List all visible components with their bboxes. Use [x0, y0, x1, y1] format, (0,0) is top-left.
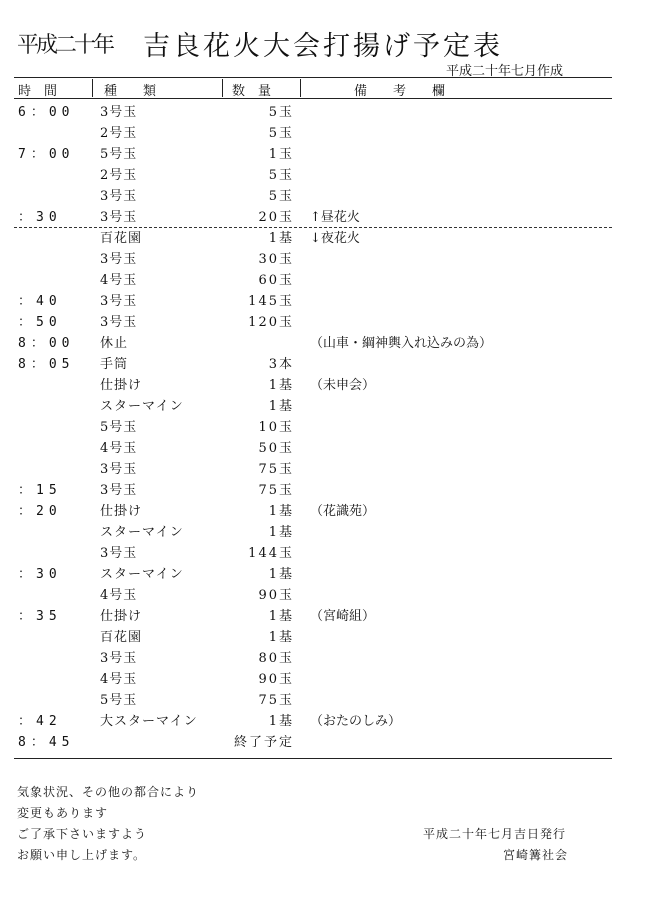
note-cell: （山車・綱神輿入れ込みの為） — [310, 336, 493, 351]
type-cell: 3号玉 — [100, 546, 138, 561]
table-bottom-rule — [14, 758, 612, 759]
table-row — [14, 648, 612, 669]
table-row — [14, 480, 612, 501]
table-row — [14, 732, 612, 753]
note-cell: （宮崎組） — [310, 609, 376, 624]
table-row — [14, 690, 612, 711]
table-row — [14, 669, 612, 690]
time-cell: 8：00 — [18, 336, 75, 351]
type-cell: 百花園 — [100, 630, 143, 645]
table-row — [14, 627, 612, 648]
table-row — [14, 144, 612, 165]
table-row — [14, 312, 612, 333]
table-row — [14, 291, 612, 312]
header-bottom-rule — [14, 98, 612, 99]
created-date: 平成二十年七月作成 — [446, 64, 564, 79]
type-cell: 3号玉 — [100, 252, 138, 267]
qty-cell: 75玉 — [258, 462, 294, 477]
type-cell: 百花園 — [100, 231, 143, 246]
type-cell: 5号玉 — [100, 420, 138, 435]
type-cell: 3号玉 — [100, 462, 138, 477]
type-cell: 大スターマイン — [100, 714, 198, 729]
qty-cell: 5玉 — [268, 105, 294, 120]
type-cell: 2号玉 — [100, 168, 138, 183]
type-cell: 仕掛け — [100, 378, 143, 393]
type-cell: 3号玉 — [100, 105, 138, 120]
column-header-note: 備 考 欄 — [354, 84, 446, 99]
type-cell: 4号玉 — [100, 441, 138, 456]
time-cell: ：50 — [18, 315, 62, 330]
qty-cell: 75玉 — [258, 693, 294, 708]
table-row — [14, 249, 612, 270]
qty-cell: 1基 — [268, 630, 294, 645]
qty-cell: 1基 — [268, 714, 294, 729]
table-row — [14, 375, 612, 396]
table-row — [14, 438, 612, 459]
qty-cell: 90玉 — [258, 588, 294, 603]
type-cell: 3号玉 — [100, 189, 138, 204]
time-cell: ：20 — [18, 504, 62, 519]
era-stamp: 平成二十年 — [17, 33, 113, 58]
table-row — [14, 123, 612, 144]
type-cell: 5号玉 — [100, 693, 138, 708]
column-header-time: 時 間 — [18, 84, 58, 99]
note-cell: （花識苑） — [310, 504, 376, 519]
notice-line: 気象状況、その他の都合により — [17, 785, 200, 799]
header-top-rule — [14, 77, 612, 78]
qty-cell: 5玉 — [268, 168, 294, 183]
qty-cell: 5玉 — [268, 189, 294, 204]
time-cell: ：42 — [18, 714, 62, 729]
qty-cell: 1基 — [268, 231, 294, 246]
notice-line: お願い申し上げます。 — [17, 848, 147, 862]
type-cell: 3号玉 — [100, 315, 138, 330]
qty-cell: 1玉 — [268, 147, 294, 162]
type-cell: 仕掛け — [100, 609, 143, 624]
issue-date: 平成二十年七月吉日発行 — [423, 827, 567, 841]
time-cell: ：35 — [18, 609, 62, 624]
qty-cell: 5玉 — [268, 126, 294, 141]
type-cell: 3号玉 — [100, 483, 138, 498]
type-cell: スターマイン — [100, 399, 184, 414]
column-divider — [92, 79, 93, 97]
column-header-type: 種 類 — [104, 84, 157, 99]
table-row — [14, 186, 612, 207]
notice-line: 変更もあります — [17, 806, 109, 820]
table-row — [14, 207, 612, 228]
table-row — [14, 711, 612, 732]
type-cell: 4号玉 — [100, 273, 138, 288]
table-row — [14, 165, 612, 186]
qty-cell: 60玉 — [258, 273, 294, 288]
time-cell: 7：00 — [18, 147, 75, 162]
note-cell: （未申会） — [310, 378, 376, 393]
table-row — [14, 333, 612, 354]
qty-cell: 144玉 — [248, 546, 294, 561]
qty-cell: 145玉 — [248, 294, 294, 309]
note-cell: ↓夜花火 — [310, 231, 360, 246]
type-cell: スターマイン — [100, 525, 184, 540]
column-header-qty: 数 量 — [232, 84, 272, 99]
column-divider — [222, 79, 223, 97]
qty-cell: 3本 — [268, 357, 294, 372]
table-row — [14, 228, 612, 249]
time-cell: 8：45 — [18, 735, 75, 750]
table-row — [14, 501, 612, 522]
qty-cell: 1基 — [268, 609, 294, 624]
qty-cell: 30玉 — [258, 252, 294, 267]
time-cell: ：30 — [18, 567, 62, 582]
page-title: 吉良花火大会打揚げ予定表 — [143, 31, 503, 62]
table-row — [14, 459, 612, 480]
type-cell: 4号玉 — [100, 672, 138, 687]
type-cell: スターマイン — [100, 567, 184, 582]
qty-cell: 120玉 — [248, 315, 294, 330]
table-row — [14, 270, 612, 291]
note-cell: （おたのしみ） — [310, 714, 402, 729]
time-cell: ：40 — [18, 294, 62, 309]
table-row — [14, 543, 612, 564]
table-row — [14, 396, 612, 417]
table-row — [14, 606, 612, 627]
type-cell: 5号玉 — [100, 147, 138, 162]
qty-cell: 90玉 — [258, 672, 294, 687]
qty-cell: 1基 — [268, 504, 294, 519]
type-cell: 3号玉 — [100, 294, 138, 309]
qty-cell: 1基 — [268, 567, 294, 582]
type-cell: 2号玉 — [100, 126, 138, 141]
qty-cell: 終了予定 — [233, 735, 294, 750]
qty-cell: 1基 — [268, 378, 294, 393]
type-cell: 3号玉 — [100, 651, 138, 666]
time-cell: ：30 — [18, 210, 62, 225]
time-cell: 6：00 — [18, 105, 75, 120]
column-divider — [300, 79, 301, 97]
qty-cell: 80玉 — [258, 651, 294, 666]
time-cell: ：15 — [18, 483, 62, 498]
qty-cell: 1基 — [268, 525, 294, 540]
qty-cell: 50玉 — [258, 441, 294, 456]
qty-cell: 1基 — [268, 399, 294, 414]
table-row — [14, 564, 612, 585]
type-cell: 仕掛け — [100, 504, 143, 519]
table-row — [14, 585, 612, 606]
publisher: 宮崎篝社会 — [503, 848, 569, 862]
table-row — [14, 102, 612, 123]
type-cell: 4号玉 — [100, 588, 138, 603]
type-cell: 休止 — [100, 336, 129, 351]
table-row — [14, 417, 612, 438]
table-row — [14, 522, 612, 543]
qty-cell: 20玉 — [258, 210, 294, 225]
time-cell: 8：05 — [18, 357, 75, 372]
type-cell: 手筒 — [100, 357, 129, 372]
notice-line: ご了承下さいますよう — [17, 827, 148, 841]
qty-cell: 10玉 — [258, 420, 294, 435]
note-cell: ↑昼花火 — [310, 210, 360, 225]
table-row — [14, 354, 612, 375]
type-cell: 3号玉 — [100, 210, 138, 225]
qty-cell: 75玉 — [258, 483, 294, 498]
day-night-divider — [14, 227, 612, 228]
